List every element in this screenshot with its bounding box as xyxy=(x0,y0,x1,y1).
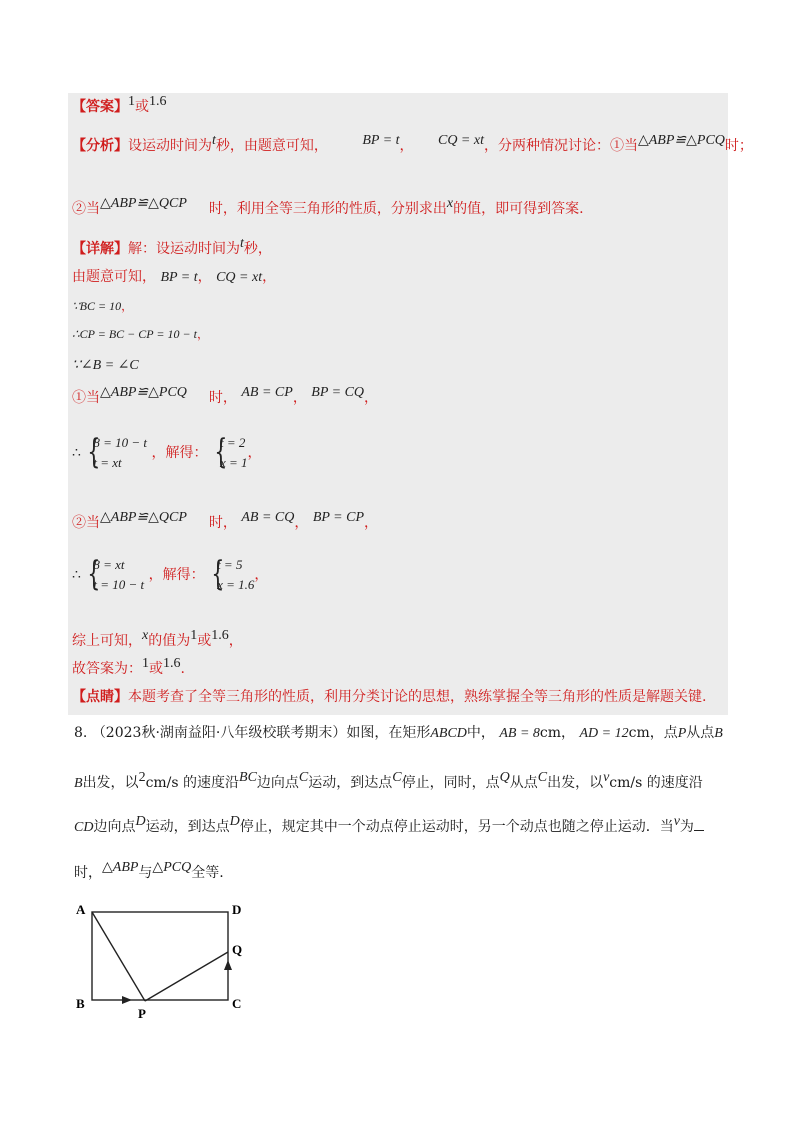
summary-line xyxy=(72,628,243,652)
question-text: （2023秋·湖南益阳·八年级校联考期末）如图，在矩形 xyxy=(91,725,431,741)
question-text: 中， xyxy=(466,725,495,741)
question-number: 8. xyxy=(74,725,88,741)
question-text: 运动，到达点 xyxy=(145,819,230,835)
rectangle-figure xyxy=(70,898,270,1026)
segment-ap xyxy=(92,912,145,1001)
equation-system-2 xyxy=(85,555,144,595)
question-line-3 xyxy=(74,816,734,836)
summary-text: 的值为 xyxy=(148,633,191,649)
question-text: 为 xyxy=(679,819,694,835)
case2-line xyxy=(72,510,379,534)
question-text: 边向点 xyxy=(93,819,136,835)
formula-angle: ∵∠B = ∠C xyxy=(72,358,139,373)
unit: cm，点 xyxy=(628,725,678,741)
final-answer-line xyxy=(72,656,185,680)
analysis-text: ②当 xyxy=(72,201,100,217)
formula-bp-cp: BP = CP xyxy=(312,510,365,525)
key-point-tag: 【点睛】 xyxy=(72,689,128,705)
label-b: B xyxy=(76,996,85,1011)
detail-tag: 【详解】 xyxy=(72,241,128,257)
case1-line xyxy=(72,385,379,409)
comma: ， xyxy=(364,390,379,406)
congruence-2: △ABP≌△QCP xyxy=(100,510,187,525)
var-v: v xyxy=(673,814,680,829)
var-p: P xyxy=(677,726,687,741)
case-label: ①当 xyxy=(72,390,100,406)
var-t: t xyxy=(212,133,216,148)
comma: ， xyxy=(197,269,212,285)
detail-text: 时， xyxy=(208,390,237,406)
congruence-1: △ABP≌△PCQ xyxy=(637,133,725,148)
var-q: Q xyxy=(499,770,510,785)
analysis-text: 的值，即可得到答案. xyxy=(453,201,584,217)
detail-text: 由题意可知， xyxy=(72,269,156,285)
answer-value-b: 1.6 xyxy=(149,94,167,109)
therefore: ∴ xyxy=(72,568,81,583)
answer-value-b: 1.6 xyxy=(211,628,229,643)
question-text: 与 xyxy=(138,865,153,881)
var-d: D xyxy=(135,814,146,829)
answer-value-a: 1 xyxy=(190,628,198,643)
var-c: C xyxy=(392,770,402,785)
comma: ， xyxy=(262,269,277,285)
arrow-up-icon xyxy=(224,960,232,970)
answer-value-b: 1.6 xyxy=(163,656,181,671)
equation: { 8 = xt xyxy=(93,557,125,572)
label-a: A xyxy=(76,902,86,917)
question-text: 从点 xyxy=(686,725,715,741)
comma: ， xyxy=(228,633,243,649)
segment-pq xyxy=(145,952,228,1001)
solution-system-1 xyxy=(212,433,248,473)
question-text: 全等. xyxy=(191,865,224,881)
comma: ， xyxy=(254,567,269,583)
analysis-tag: 【分析】 xyxy=(72,138,128,154)
triangle-abp: △ABP xyxy=(102,860,139,875)
detail-text: 时， xyxy=(208,515,237,531)
therefore: ∴ xyxy=(72,446,81,461)
question-text: 出发，以 xyxy=(547,775,604,791)
case-label: ②当 xyxy=(72,515,100,531)
formula-cp: ∴CP = BC − CP = 10 − t xyxy=(72,327,197,341)
comma: ， xyxy=(364,515,379,531)
question-text: 从点 xyxy=(509,775,538,791)
comma: ， xyxy=(247,445,262,461)
question-text: 运动，到达点 xyxy=(308,775,393,791)
var-bc: BC xyxy=(239,770,257,785)
system1-line xyxy=(72,431,262,476)
answer-tag: 【答案】 xyxy=(72,99,128,115)
period: . xyxy=(180,661,185,677)
question-text: 边向点 xyxy=(256,775,299,791)
label-d: D xyxy=(232,902,242,917)
analysis-text: ，分两种情况讨论：①当 xyxy=(483,138,638,154)
key-point-text: 本题考查了全等三角形的性质，利用分类讨论的思想，熟练掌握全等三角形的性质是解题关键. xyxy=(128,689,707,705)
var-abcd: ABCD xyxy=(430,726,467,741)
var-x: x xyxy=(142,628,149,643)
rectangle-abcd xyxy=(92,912,228,1000)
question-line-4 xyxy=(74,862,734,882)
analysis-line-2 xyxy=(72,196,584,220)
detail-line-5 xyxy=(72,355,139,376)
final-text: 故答案为： xyxy=(72,661,142,677)
or-text: 或 xyxy=(135,99,149,115)
arrow-right-icon xyxy=(122,996,132,1004)
solve-text: ，解得： xyxy=(151,445,208,461)
equation: { t = 5 xyxy=(217,557,243,572)
congruence-2: △ABP≌△QCP xyxy=(100,196,187,211)
var-v: v xyxy=(603,770,610,785)
formula-bc-10: ∵BC = 10 xyxy=(72,299,122,313)
speed-value: 2 xyxy=(138,770,146,785)
question-text: 停止，规定其中一个动点停止运动时，另一个动点也随之停止运动．当 xyxy=(239,819,674,835)
triangle-pcq: △PCQ xyxy=(152,860,192,875)
answer-value-a: 1 xyxy=(142,656,149,671)
formula-ad-12: AD = 12 xyxy=(579,726,629,741)
comma: ， xyxy=(294,515,309,531)
or-text: 或 xyxy=(197,633,212,649)
var-b: B xyxy=(74,776,83,791)
question-text: 时， xyxy=(74,865,102,881)
detail-line-1 xyxy=(72,236,272,260)
label-c: C xyxy=(232,996,242,1011)
formula-bp-t: BP = t xyxy=(362,133,400,148)
analysis-text: 设运动时间为 xyxy=(128,138,212,154)
formula-cq-xt: CQ = xt xyxy=(216,270,263,285)
label-q: Q xyxy=(232,942,243,957)
var-c: C xyxy=(298,770,309,785)
equation-system-1 xyxy=(85,433,147,473)
question-text: cm/s 的速度沿 xyxy=(145,775,240,791)
answer-value-a: 1 xyxy=(128,94,135,109)
comma: ， xyxy=(399,138,414,154)
question-text: 停止，同时，点 xyxy=(401,775,500,791)
detail-line-2 xyxy=(72,267,276,288)
question-text: 出发，以 xyxy=(82,775,139,791)
comma: ， xyxy=(121,299,134,313)
var-d: D xyxy=(229,814,240,829)
solution-panel xyxy=(68,93,753,715)
question-line-2 xyxy=(74,772,734,792)
formula-bp-cq: BP = CQ xyxy=(311,385,365,400)
detail-text: 秒， xyxy=(243,241,272,257)
equation: x = 1 xyxy=(219,455,248,470)
or-text: 或 xyxy=(149,661,163,677)
equation: x = 1.6 xyxy=(217,577,255,592)
solve-text: ，解得： xyxy=(148,567,205,583)
formula-cq-xt: CQ = xt xyxy=(437,133,484,148)
detail-text: 解：设运动时间为 xyxy=(128,241,240,257)
key-point-line xyxy=(72,687,706,707)
equation: t = xt xyxy=(93,455,122,470)
answer-blank[interactable] xyxy=(694,818,704,831)
formula-ab-8: AB = 8 xyxy=(499,726,540,741)
system2-line xyxy=(72,553,268,598)
summary-text: 综上可知， xyxy=(72,633,142,649)
analysis-text: 时，利用全等三角形的性质，分别求出 xyxy=(208,201,447,217)
solution-system-2 xyxy=(209,555,254,595)
label-p: P xyxy=(138,1006,146,1021)
unit: cm， xyxy=(539,725,576,741)
var-t: t xyxy=(240,236,244,251)
question-text: cm/s 的速度沿 xyxy=(609,775,703,791)
formula-ab-cp: AB = CP xyxy=(241,385,293,400)
var-x: x xyxy=(446,196,454,211)
analysis-text: 秒，由题意可知， xyxy=(215,138,328,154)
equation: t = 10 − t xyxy=(93,577,145,592)
var-b: B xyxy=(714,726,723,741)
question-line-1 xyxy=(74,722,734,742)
analysis-text: 时； xyxy=(724,138,753,154)
detail-line-3 xyxy=(72,296,133,316)
equation: { 8 = 10 − t xyxy=(93,435,148,450)
var-c: C xyxy=(537,770,548,785)
detail-line-4 xyxy=(72,324,209,344)
formula-ab-cq: AB = CQ xyxy=(241,510,295,525)
comma: ， xyxy=(292,390,307,406)
analysis-line-1 xyxy=(72,133,753,157)
congruence-1: △ABP≌△PCQ xyxy=(100,385,187,400)
var-cd: CD xyxy=(74,820,94,835)
comma: ， xyxy=(196,327,209,341)
equation: { t = 2 xyxy=(219,435,246,450)
answer-line xyxy=(72,94,167,118)
formula-bp-t: BP = t xyxy=(160,270,198,285)
